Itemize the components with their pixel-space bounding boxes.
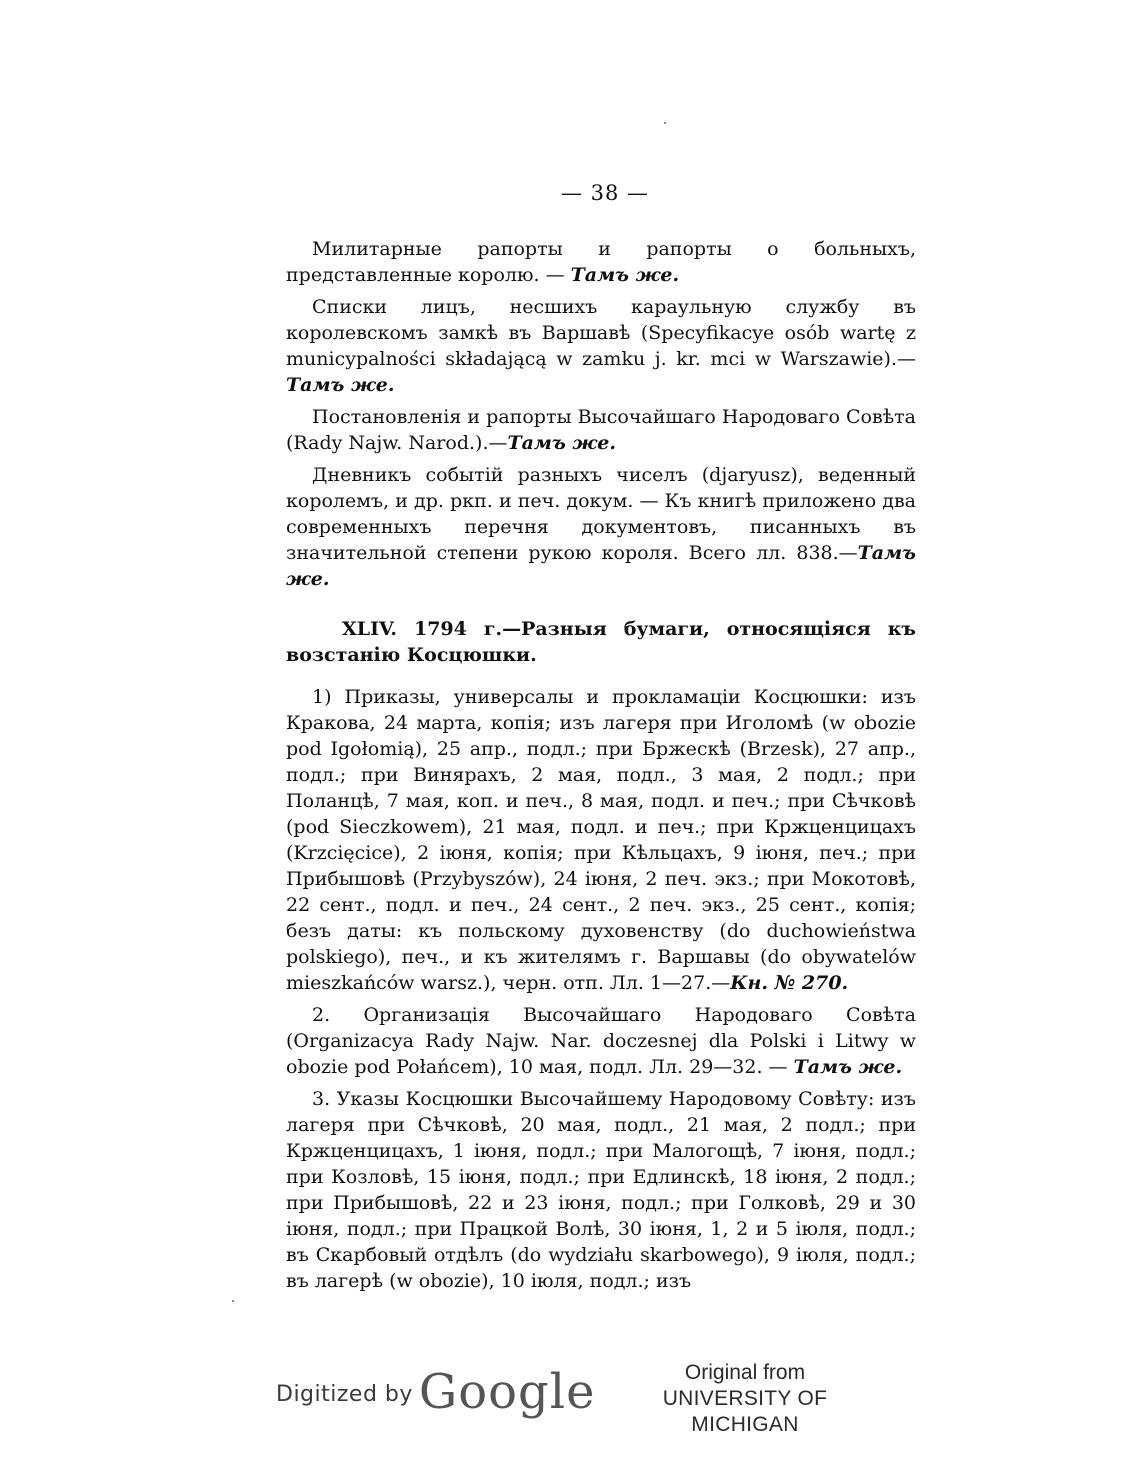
paragraph-text: 1) Приказы, универсалы и прокламаціи Косцюшки: изъ Кракова, 24 марта, копія; изъ лагеря при Иголомѣ (w obozie pod Igołomią), 25 апр., подл.; при Бржескѣ (Brzesk), 27 апр., подл.; при Винярахъ, 2 мая, подл., 3 мая, 2 подл.; при Поланцѣ, 7 мая, коп. и печ., 8 мая, подл. и печ.; при Сѣчковѣ (pod Sieczkowem), 21 мая, подл. и печ.; при Кржценцицахъ (Krzcięcice), 2 іюня, копія; при Кѣльцахъ, 9 іюня, печ.; при Прибышовѣ (Przybyszów), 24 іюня, 2 печ. экз.; при Мокотовѣ, 22 сент., подл. и печ., 24 сент., 2 печ. экз., 25 сент., копія; безъ даты: къ польскому духовенству (do duchowieństwa polskiego), печ., и къ жителямъ г. Варшавы (do obywatelów mieszkańców warsz.), черн. отп. Лл. 1—27.—	[286, 686, 916, 994]
paragraph-text: 2. Организація Высочайшаго Народоваго Совѣта (Organizacya Rady Najw. Nar. doczesnej dla Polski i Litwy w obozie pod Połańcem), 10 мая, подл. Лл. 29—32. —	[286, 1004, 916, 1078]
reference-note: Кн. № 270.	[730, 972, 849, 994]
scan-speck	[664, 122, 666, 124]
paragraph	[286, 236, 916, 288]
source-attribution	[620, 1360, 870, 1438]
paragraph	[286, 1086, 916, 1294]
reference-note: Тамъ же.	[570, 264, 680, 286]
paragraph	[286, 404, 916, 456]
body-text	[286, 236, 916, 1300]
google-logo: Google	[418, 1364, 596, 1420]
paragraph	[286, 294, 916, 398]
digitized-by-label: Digitized by	[276, 1382, 413, 1407]
paragraph-text: Дневникъ событій разныхъ чиселъ (djaryusz), веденный королемъ, и др. ркп. и печ. докум. — Къ книгѣ приложено два современныхъ перечня документовъ, писанныхъ въ значительной степени рукою короля. Всего лл. 838.—	[286, 464, 916, 564]
paragraph-text: 3. Указы Косцюшки Высочайшему Народовому Совѣту: изъ лагеря при Сѣчковѣ, 20 мая, подл., 21 мая, 2 подл.; при Кржценцицахъ, 1 іюня, подл.; при Малогощѣ, 7 іюня, подл.; при Козловѣ, 15 іюня, подл.; при Едлинскѣ, 18 іюня, 2 подл.; при Прибышовѣ, 22 и 23 іюня, подл.; при Голковѣ, 29 и 30 іюня, подл.; при Працкой Волѣ, 30 іюня, 1, 2 и 5 іюля, подл.; въ Скарбовый отдѣлъ (do wydziału skarbowego), 9 іюля, подл.; въ лагерѣ (w obozie), 10 іюля, подл.; изъ	[286, 1088, 916, 1292]
reference-note: Тамъ же.	[286, 542, 916, 590]
paragraph-text: Списки лицъ, несшихъ караульную службу въ королевскомъ замкѣ въ Варшавѣ (Specyfikacye osób wartę z municypalności składającą w zamku j. kr. mci w Warszawie).—	[286, 296, 916, 370]
paragraph	[286, 462, 916, 592]
scan-speck	[232, 1300, 234, 1302]
digitized-by-watermark	[276, 1360, 596, 1420]
paragraph-text: Постановленія и рапорты Высочайшаго Народоваго Совѣта (Rady Najw. Narod.).—	[286, 406, 916, 454]
page-number: — 38 —	[560, 181, 650, 205]
paragraph	[286, 684, 916, 996]
paragraph	[286, 1002, 916, 1080]
reference-note: Тамъ же.	[507, 432, 616, 454]
paragraph-text: Милитарные рапорты и рапорты о больныхъ, представленные королю. —	[286, 238, 916, 286]
university-label: UNIVERSITY OF MICHIGAN	[662, 1387, 828, 1436]
reference-note: Тамъ же.	[286, 374, 395, 396]
section-heading: XLIV. 1794 г.—Разныя бумаги, относящіяся къ возстанію Косцюшки.	[286, 618, 916, 666]
original-from-label: Original from	[684, 1361, 806, 1384]
reference-note: Тамъ же.	[793, 1056, 903, 1078]
